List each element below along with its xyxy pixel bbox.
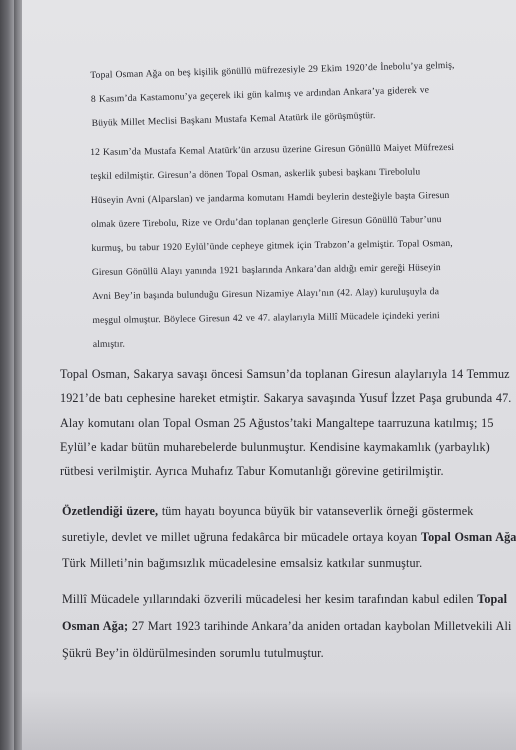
paragraph-3-line-3: Alay komutanı olan Topal Osman 25 Ağustos’taki Mangaltepe taarruzuna katılmış; 15: [60, 415, 494, 430]
paragraph-5-line-3: Şükrü Bey’in öldürülmesinden sorumlu tutulmuştur.: [62, 646, 324, 660]
paragraph-2-line-8: meşgul olmuştur. Böylece Giresun 42 ve 47. alaylarıyla Millî Mücadele içindeki yerini: [92, 310, 440, 326]
paragraph-2-line-7: Avni Bey’in başında bulunduğu Giresun Nizamiye Alayı’nın (42. Alay) kuruluşuyla da: [92, 286, 440, 302]
paragraph-4-line-3: Türk Milleti’nin bağımsızlık mücadelesine emsalsiz katkılar sunmuştur.: [62, 556, 423, 570]
paragraph-3-line-1: Topal Osman, Sakarya savaşı öncesi Samsun’da toplanan Giresun alaylarıyla 14 Temmuz: [60, 367, 510, 381]
bold-name: Topal Osman Ağa: [420, 530, 516, 544]
paragraph-5-line-1: [62, 586, 512, 613]
page-bottom-shade: [22, 690, 516, 750]
paragraph-4-line-2: [62, 524, 516, 550]
paragraph-5: [62, 586, 512, 667]
paragraph-1-line-3: Büyük Millet Meclisi Başkanı Mustafa Kemal Atatürk ile görüşmüştür.: [91, 110, 376, 129]
paragraph-4-line-2-text: suretiyle, devlet ve millet uğruna fedakârca bir mücadele ortaya koyan: [62, 530, 421, 544]
paragraph-2: [90, 136, 457, 357]
paragraph-5-line-2-text: 27 Mart 1923 tarihinde Ankara’da aniden ortadan kaybolan Milletvekili Ali: [128, 619, 512, 633]
paragraph-2-line-2: teşkil edilmiştir. Giresun’a dönen Topal Osman, askerlik şubesi başkanı Tirebolulu: [90, 166, 421, 182]
paragraph-4: [62, 498, 516, 576]
paragraph-2-line-1: 12 Kasım’da Mustafa Kemal Atatürk’ün arzusu üzerine Giresun Gönüllü Maiyet Müfrezesi: [90, 141, 455, 158]
paragraph-4-line-1-text: tüm hayatı boyunca büyük bir vatanseverlik örneği göstermek: [158, 504, 474, 518]
paragraph-3-line-4: Eylül’e kadar bütün muharebelerde bulunmuştur. Kendisine kaymakamlık (yarbaylık): [60, 439, 490, 454]
paragraph-2-line-9: almıştır.: [92, 338, 126, 350]
paragraph-3-line-5: rütbesi verilmiştir. Ayrıca Muhafız Tabur Komutanlığı görevine getirilmiştir.: [60, 464, 444, 479]
paragraph-2-line-4: olmak üzere Tirebolu, Rize ve Ordu’dan toplanan gençlerle Giresun Gönüllü Tabur’unu: [91, 214, 442, 230]
paragraph-4-line-1: [62, 498, 516, 524]
paragraph-5-line-2: [62, 613, 512, 640]
paragraph-5-line-1-text: Millî Mücadele yıllarındaki özverili mücadelesi her kesim tarafından kabul edilen: [62, 592, 478, 606]
bold-summary-phrase: Özetlendiği üzere,: [62, 504, 159, 518]
bold-name-part-2: Osman Ağa;: [62, 619, 129, 633]
paragraph-1: [90, 54, 456, 136]
paragraph-2-line-5: kurmuş, bu tabur 1920 Eylül’ünde cepheye gitmek için Trabzon’a gelmiştir. Topal Osman,: [91, 237, 453, 254]
paragraph-3: [60, 362, 511, 483]
paragraph-2-line-6: Giresun Gönüllü Alayı yanında 1921 başlarında Ankara’dan aldığı emir gereği Hüseyin: [91, 262, 441, 278]
paragraph-1-line-1: Topal Osman Ağa on beş kişilik gönüllü müfrezesiyle 29 Ekim 1920’de İnebolu’ya gelmiş,: [90, 59, 455, 81]
paragraph-1-line-2: 8 Kasım’da Kastamonu’ya geçerek iki gün kalmış ve ardından Ankara’ya giderek ve: [90, 84, 430, 105]
bold-name-part-1: Topal: [477, 592, 508, 606]
paragraph-3-line-2: 1921’de batı cephesine hareket etmiştir. Sakarya savaşında Yusuf İzzet Paşa grubunda 47.: [60, 391, 512, 406]
paragraph-2-line-3: Hüseyin Avni (Alparslan) ve jandarma komutanı Hamdi beylerin desteğiyle başta Giresun: [90, 189, 450, 206]
